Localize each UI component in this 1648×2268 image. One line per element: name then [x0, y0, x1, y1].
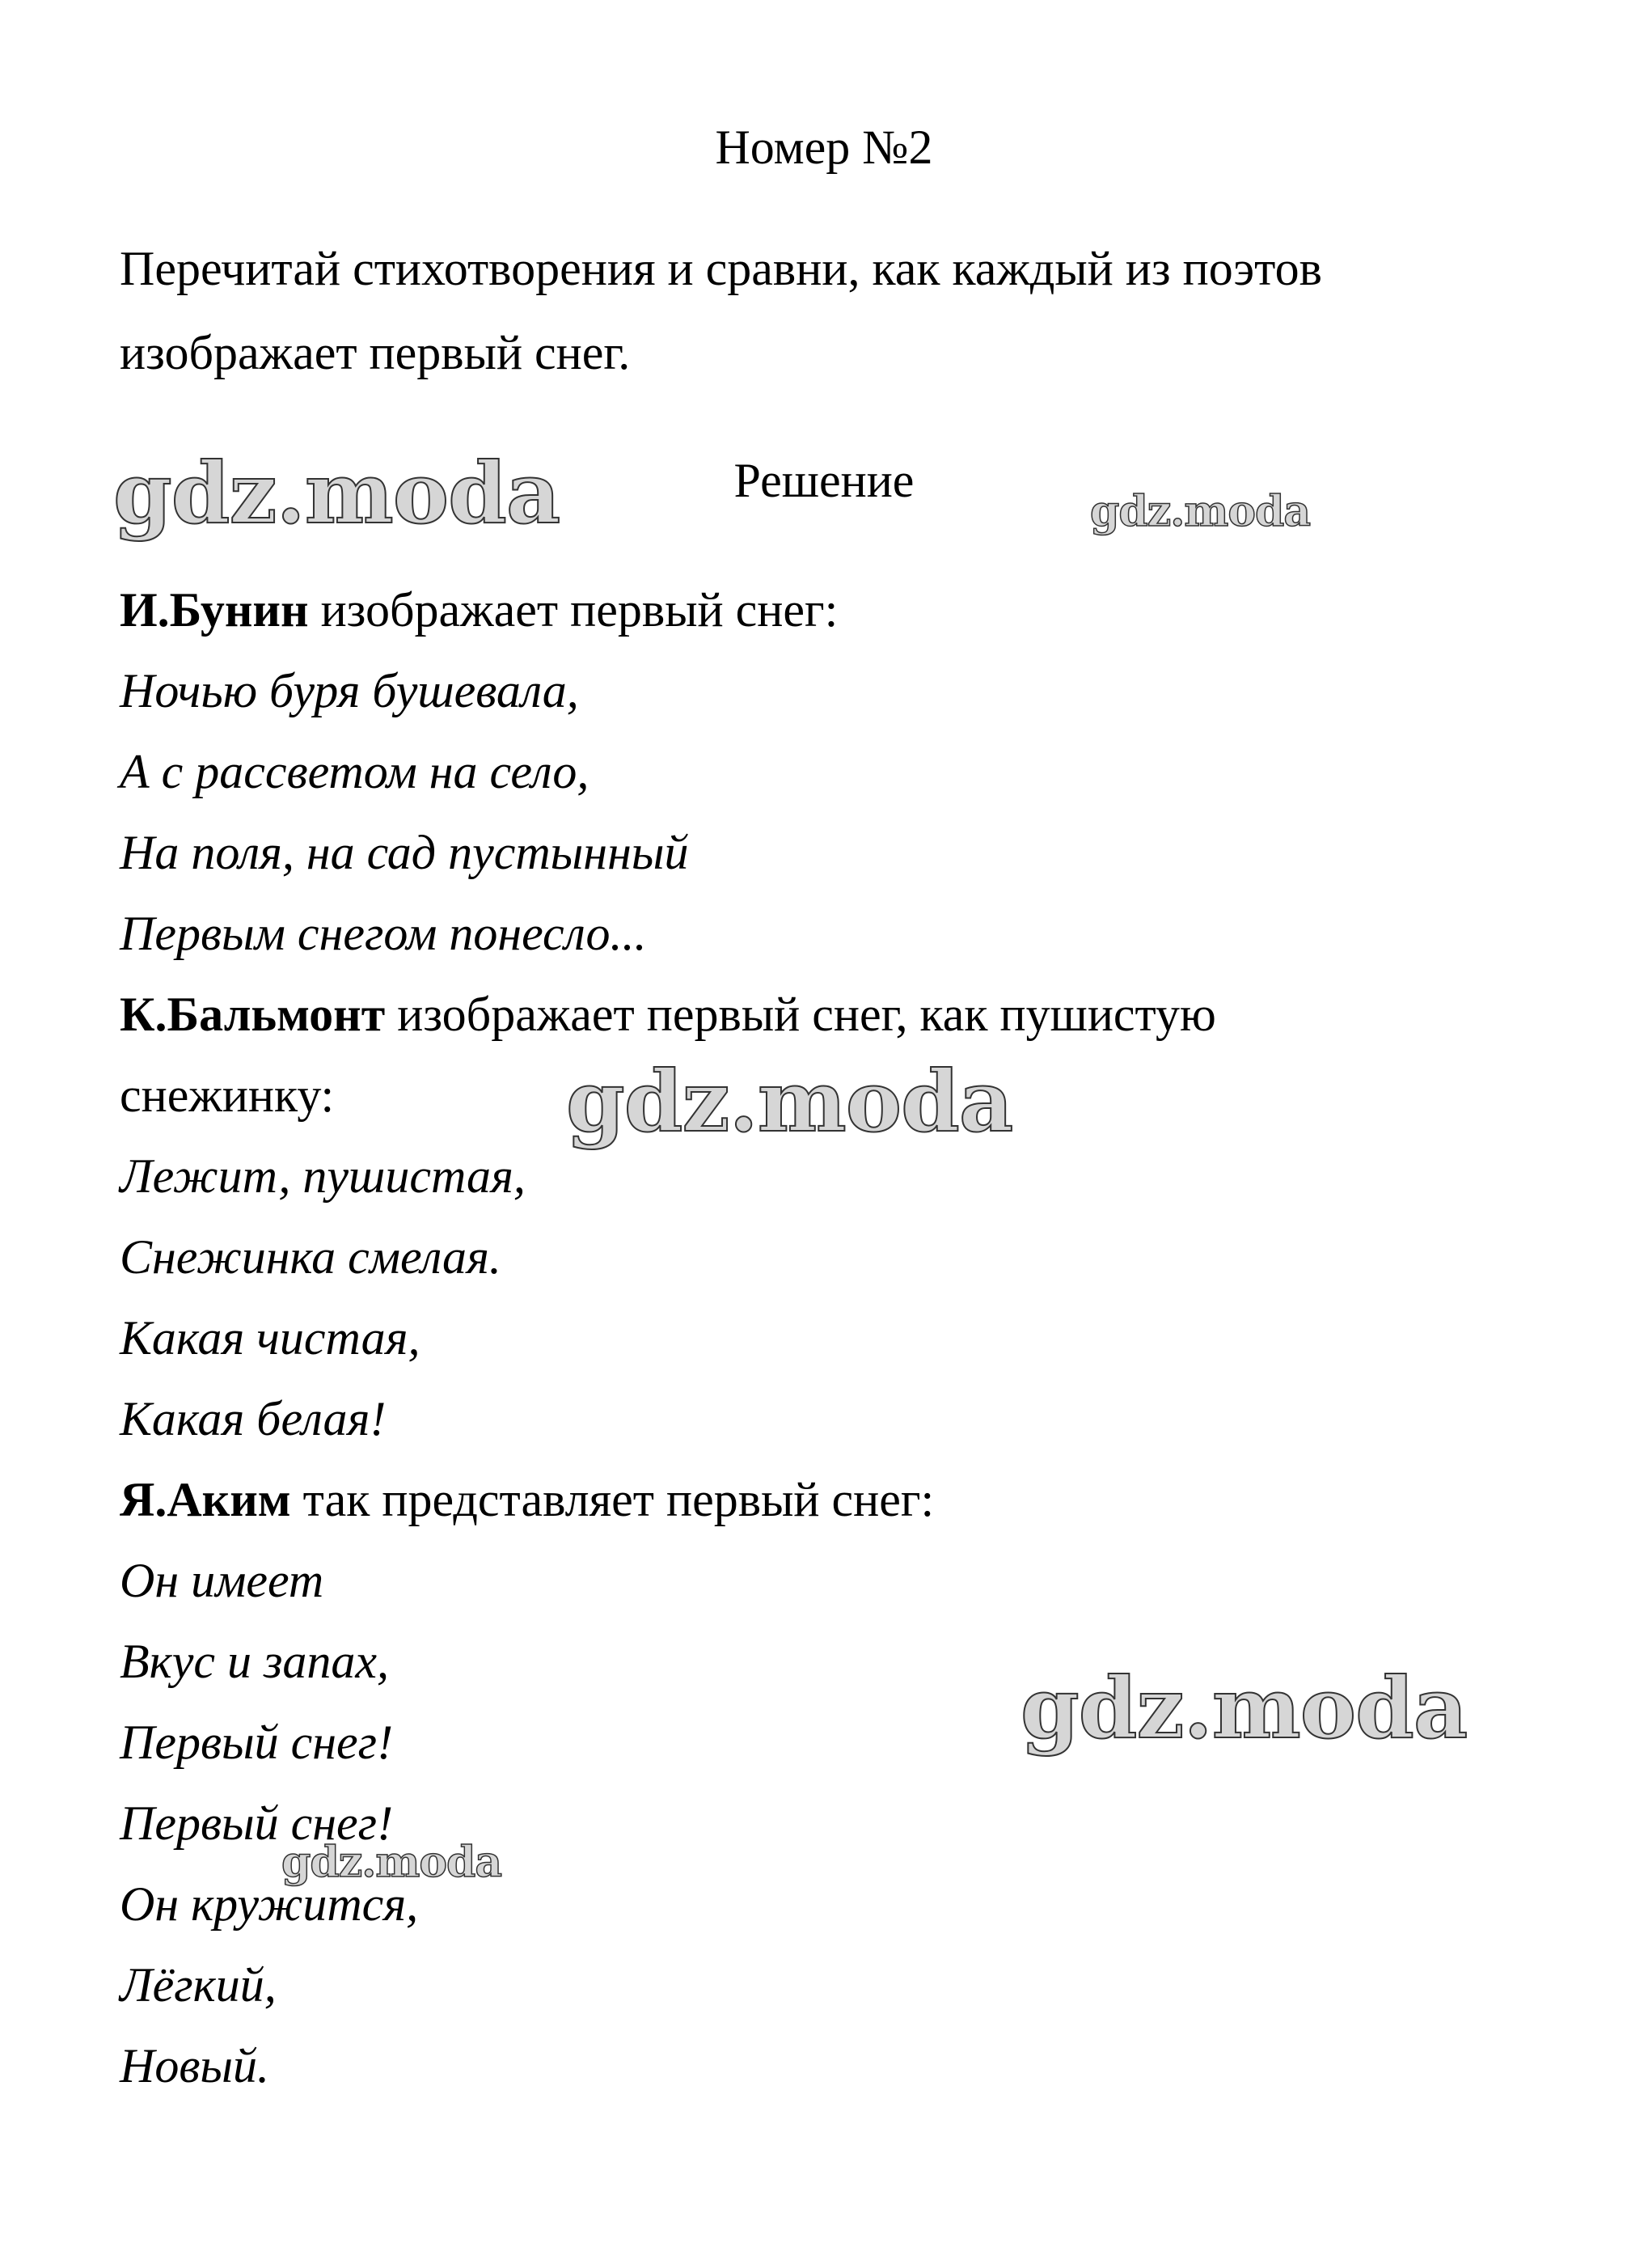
balmont-verse-line: Снежинка смелая. — [120, 1230, 501, 1284]
akim-verse-line: Первый снег! — [120, 1796, 394, 1850]
watermark-logo: gdz.moda — [1020, 1658, 1468, 1758]
solution-title: Решение — [733, 454, 915, 507]
akim-intro-text: так представляет первый снег: — [290, 1473, 935, 1526]
task-text-line-2: изображает первый снег. — [120, 326, 631, 379]
akim-verse-line: Он кружится, — [120, 1877, 419, 1931]
akim-author: Я.Аким — [120, 1473, 291, 1526]
watermark-logo: gdz.moda — [113, 443, 560, 543]
balmont-intro-text: изображает первый снег, как пушистую — [385, 988, 1216, 1041]
akim-intro — [120, 1470, 934, 1529]
task-text-line-1: Перечитай стихотворения и сравни, как каждый из поэтов — [120, 242, 1322, 295]
page-heading: Номер №2 — [715, 121, 933, 174]
watermark-logo: gdz.moda — [566, 1051, 1013, 1151]
watermark-logo: gdz.moda — [281, 1838, 502, 1887]
bunin-verse-line: На поля, на сад пустынный — [120, 826, 689, 879]
balmont-intro — [120, 985, 1216, 1043]
bunin-intro-text: изображает первый снег: — [308, 583, 839, 637]
bunin-intro — [120, 581, 838, 639]
watermark-logo: gdz.moda — [1090, 487, 1311, 536]
bunin-author: И.Бунин — [120, 583, 309, 637]
balmont-verse-line: Какая чистая, — [120, 1311, 420, 1365]
balmont-verse-line: Какая белая! — [120, 1392, 387, 1445]
akim-verse-line: Он имеет — [120, 1554, 324, 1607]
akim-verse-line: Новый. — [120, 2039, 270, 2092]
akim-verse-line: Вкус и запах, — [120, 1635, 390, 1688]
bunin-verse-line: Ночью буря бушевала, — [120, 664, 579, 717]
balmont-verse-line: Лежит, пушистая, — [120, 1149, 526, 1203]
balmont-intro-line-2: снежинку: — [120, 1068, 335, 1122]
balmont-author: К.Бальмонт — [120, 988, 386, 1041]
akim-verse-line: Лёгкий, — [120, 1958, 277, 2012]
bunin-verse-line: А с рассветом на село, — [120, 745, 589, 798]
akim-verse-line: Первый снег! — [120, 1716, 394, 1769]
bunin-verse-line: Первым снегом понесло... — [120, 907, 647, 960]
